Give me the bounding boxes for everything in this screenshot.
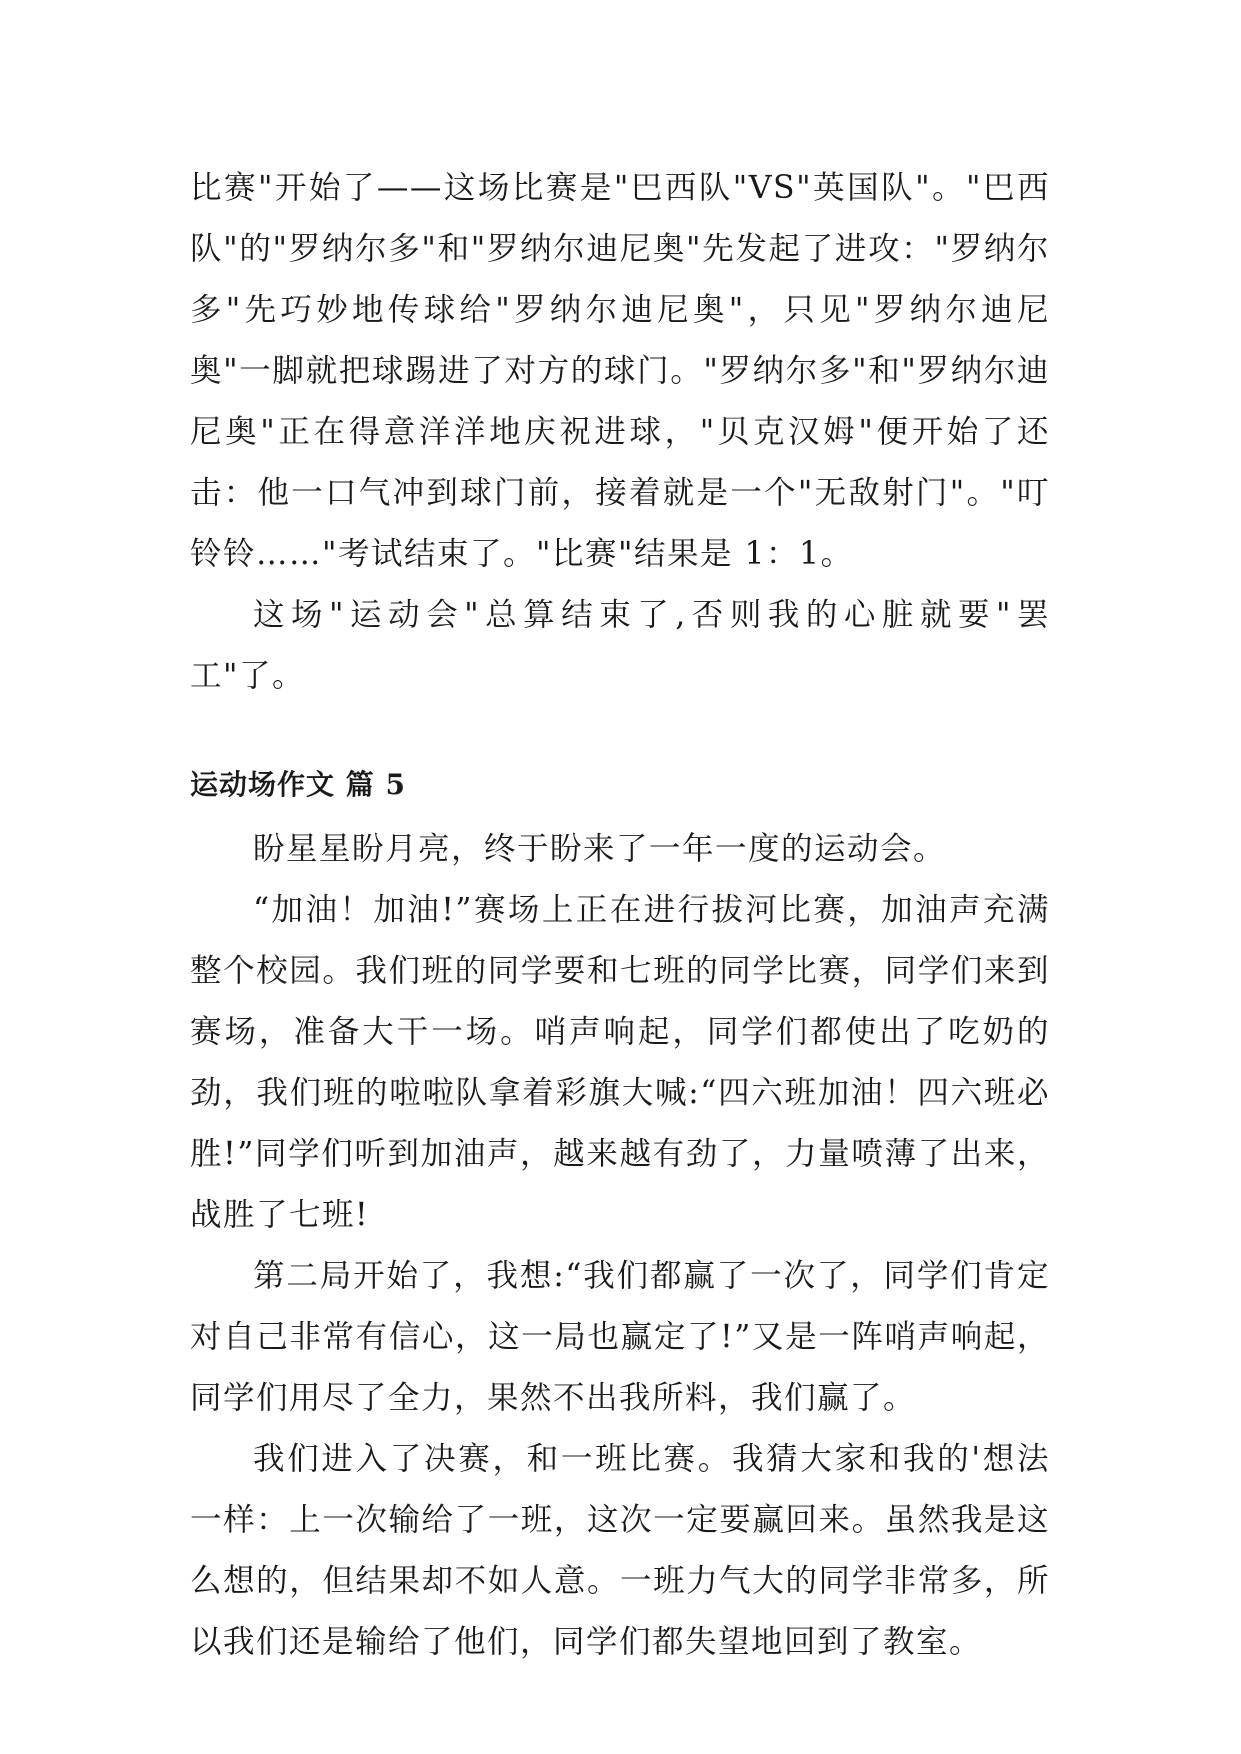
section-spacer bbox=[190, 707, 1050, 765]
paragraph-match-description: 比赛"开始了——这场比赛是"巴西队"VS"英国队"。"巴西队"的"罗纳尔多"和"罗纳尔迪尼奥"先发起了进攻："罗纳尔多"先巧妙地传球给"罗纳尔迪尼奥"，只见"罗纳尔迪尼奥"一脚就把球踢进了对方的球门。"罗纳尔多"和"罗纳尔迪尼奥"正在得意洋洋地庆祝进球，"贝克汉姆"便开始了还击：他一口气冲到球门前，接着就是一个"无敌射门"。"叮铃铃……"考试结束了。"比赛"结果是 1：1。 bbox=[190, 170, 1050, 572]
paragraph-sports-meet-end: 这场"运动会"总算结束了,否则我的心脏就要"罢工"了。 bbox=[190, 597, 1050, 694]
heading-spacer bbox=[190, 805, 1050, 819]
paragraph-second-round: 第二局开始了，我想:“我们都赢了一次了，同学们肯定对自己非常有信心，这一局也赢定了!”又是一阵哨声响起，同学们用尽了全力，果然不出我所料，我们赢了。 bbox=[190, 1258, 1050, 1416]
essay-heading: 运动场作文 篇 5 bbox=[190, 768, 406, 801]
document-page bbox=[190, 158, 1050, 1673]
paragraph-tug-of-war: “加油！加油!”赛场上正在进行拔河比赛，加油声充满整个校园。我们班的同学要和七班的同学比赛，同学们来到赛场，准备大干一场。哨声响起，同学们都使出了吃奶的劲，我们班的啦啦队拿着彩旗大喊:“四六班加油！四六班必胜!”同学们听到加油声，越来越有劲了，力量喷薄了出来，战胜了七班! bbox=[190, 892, 1050, 1233]
paragraph-opening: 盼星星盼月亮，终于盼来了一年一度的运动会。 bbox=[253, 831, 947, 867]
paragraph-final: 我们进入了决赛，和一班比赛。我猜大家和我的'想法一样：上一次输给了一班，这次一定要赢回来。虽然我是这么想的，但结果却不如人意。一班力气大的同学非常多，所以我们还是输给了他们，同学们都失望地回到了教室。 bbox=[190, 1441, 1050, 1660]
